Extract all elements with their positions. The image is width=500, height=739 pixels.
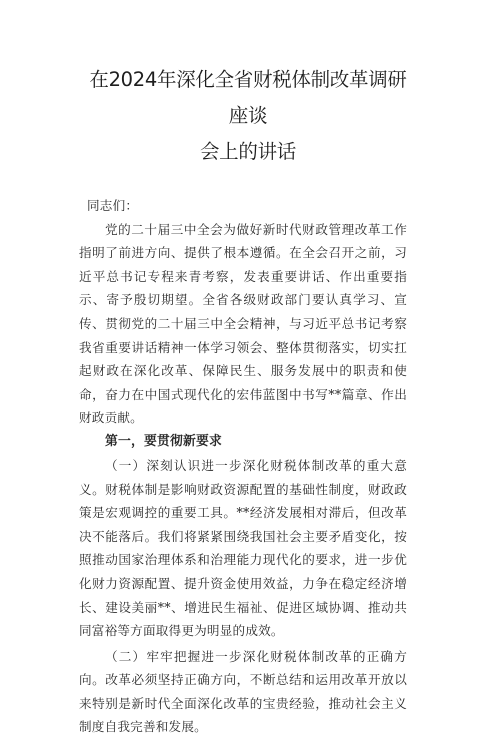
- paragraph-3: （二）牢牢把握进一步深化财税体制改革的正确方向。改革必须坚持正确方向，不断总结和运用改革开放以来特别是新时代全面深化改革的宝贵经验，推动社会主义制度自我完善和发展。: [79, 648, 407, 735]
- section-heading-1: 第一，要贯彻新要求: [105, 433, 222, 449]
- document-title: [83, 62, 413, 170]
- title-line-2: 会上的讲话: [199, 140, 296, 163]
- paragraph-1: 党的二十届三中全会为做好新时代财政管理改革工作指明了前进方向、提供了根本遵循。在全会召开之前，习近平总书记专程来青考察，发表重要讲话、作出重要指示、寄予殷切期望。全省各级财政部门要认真学习、宣传、贯彻党的二十届三中全会精神，与习近平总书记考察我省重要讲话精神一体学习领会、整体贯彻落实，切实扛起财政在深化改革、保障民生、服务发展中的职责和使命，奋力在中国式现代化的宏伟蓝图中书写**篇章、作出财政贡献。: [79, 221, 407, 426]
- title-line-1: 在2024年深化全省财税体制改革调研座谈: [89, 68, 407, 127]
- document-body: [79, 194, 407, 739]
- salutation: 同志们：: [87, 198, 139, 213]
- paragraph-2: （一）深刻认识进一步深化财税体制改革的重大意义。财税体制是影响财政资源配置的基础性制度，财政政策是宏观调控的重要工具。**经济发展相对滞后，但改革决不能落后。我们将紧紧围绕我国社会主要矛盾变化，按照推动国家治理体系和治理能力现代化的要求，进一步优化财力资源配置、提升资金使用效益，力争在稳定经济增长、建设美丽**、增进民生福祉、促进区域协调、推动共同富裕等方面取得更为明显的成效。: [79, 457, 407, 639]
